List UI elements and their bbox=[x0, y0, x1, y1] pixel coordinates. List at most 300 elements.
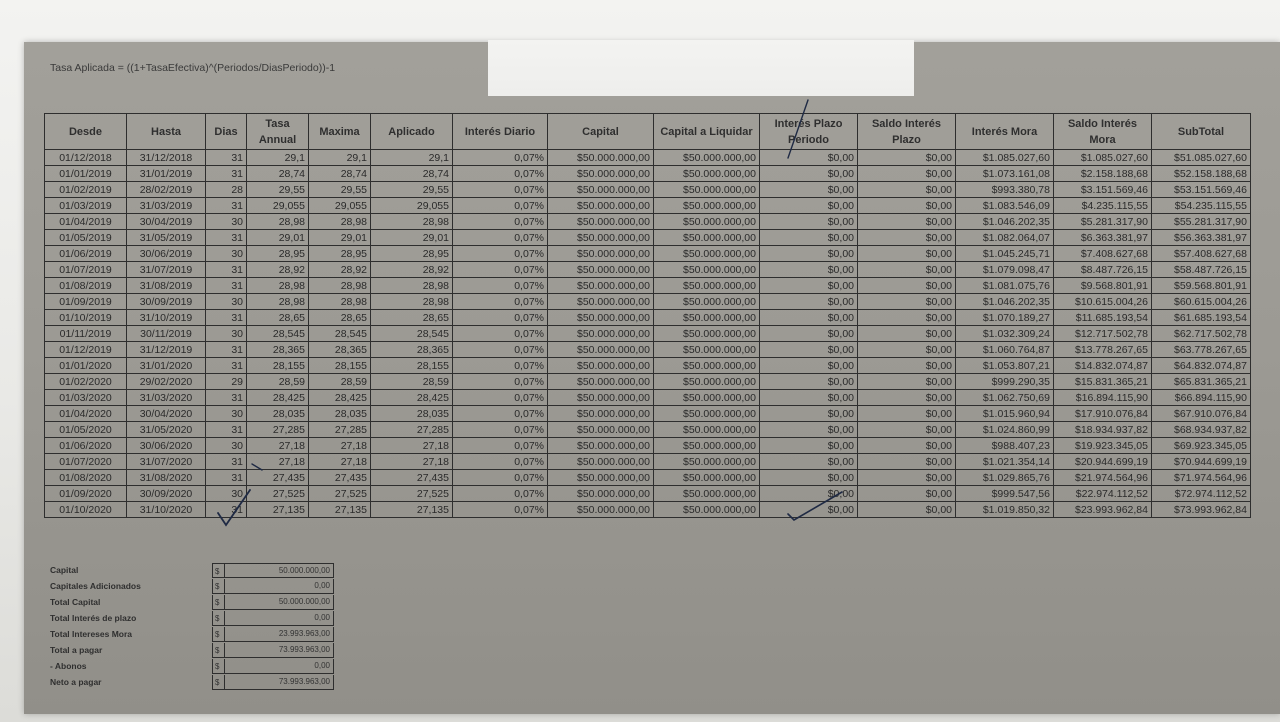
table-cell: 29,55 bbox=[309, 182, 371, 198]
table-cell: $12.717.502,78 bbox=[1054, 326, 1152, 342]
table-cell: 28,545 bbox=[309, 326, 371, 342]
table-cell: 01/03/2020 bbox=[45, 390, 127, 406]
table-cell: 29,01 bbox=[247, 230, 309, 246]
table-cell: 28/02/2019 bbox=[127, 182, 206, 198]
table-cell: 0,07% bbox=[453, 246, 548, 262]
table-cell: $1.073.161,08 bbox=[956, 166, 1054, 182]
table-row bbox=[45, 342, 1251, 358]
table-cell: 31/12/2018 bbox=[127, 150, 206, 166]
table-cell: $63.778.267,65 bbox=[1152, 342, 1251, 358]
table-body bbox=[45, 150, 1251, 518]
table-cell: $50.000.000,00 bbox=[654, 166, 760, 182]
table-cell: $50.000.000,00 bbox=[548, 310, 654, 326]
column-header: Saldo Interés Mora bbox=[1054, 114, 1152, 150]
table-cell: 31 bbox=[206, 342, 247, 358]
table-cell: 29,55 bbox=[247, 182, 309, 198]
table-cell: $50.000.000,00 bbox=[654, 326, 760, 342]
table-cell: $0,00 bbox=[760, 470, 858, 486]
table-cell: $50.000.000,00 bbox=[654, 198, 760, 214]
table-cell: 28,155 bbox=[371, 358, 453, 374]
table-cell: 28,92 bbox=[371, 262, 453, 278]
table-cell: $50.000.000,00 bbox=[548, 150, 654, 166]
table-cell: $6.363.381,97 bbox=[1054, 230, 1152, 246]
table-cell: 0,07% bbox=[453, 374, 548, 390]
table-cell: 28,545 bbox=[247, 326, 309, 342]
table-row bbox=[45, 246, 1251, 262]
summary-row bbox=[50, 578, 334, 594]
table-row bbox=[45, 182, 1251, 198]
table-cell: 28,155 bbox=[247, 358, 309, 374]
table-cell: 31 bbox=[206, 166, 247, 182]
table-cell: $50.000.000,00 bbox=[548, 326, 654, 342]
table-cell: 31/07/2020 bbox=[127, 454, 206, 470]
table-row bbox=[45, 198, 1251, 214]
table-cell: 30 bbox=[206, 294, 247, 310]
table-cell: $1.024.860,99 bbox=[956, 422, 1054, 438]
rate-formula: Tasa Aplicada = ((1+TasaEfectiva)^(Periodos/DiasPeriodo))-1 bbox=[50, 62, 336, 74]
table-cell: 31 bbox=[206, 262, 247, 278]
summary-currency: $ bbox=[212, 595, 224, 610]
column-header: Capital a Liquidar bbox=[654, 114, 760, 150]
summary-label: Capitales Adicionados bbox=[50, 581, 141, 591]
table-cell: 27,435 bbox=[247, 470, 309, 486]
column-header: Aplicado bbox=[371, 114, 453, 150]
summary-row bbox=[50, 562, 334, 578]
table-cell: 30/09/2020 bbox=[127, 486, 206, 502]
table-cell: $0,00 bbox=[858, 230, 956, 246]
table-row bbox=[45, 214, 1251, 230]
table-cell: 01/08/2020 bbox=[45, 470, 127, 486]
table-cell: 30 bbox=[206, 438, 247, 454]
table-cell: 0,07% bbox=[453, 166, 548, 182]
table-cell: 27,18 bbox=[371, 454, 453, 470]
interest-table bbox=[44, 113, 1251, 518]
summary-currency: $ bbox=[212, 563, 224, 578]
table-header-row bbox=[45, 114, 1251, 150]
table-cell: 0,07% bbox=[453, 438, 548, 454]
table-cell: 31/10/2020 bbox=[127, 502, 206, 518]
table-cell: 0,07% bbox=[453, 422, 548, 438]
table-cell: 31/10/2019 bbox=[127, 310, 206, 326]
table-cell: $70.944.699,19 bbox=[1152, 454, 1251, 470]
summary-value: 0,00 bbox=[224, 659, 334, 674]
table-cell: $0,00 bbox=[858, 374, 956, 390]
table-cell: $23.993.962,84 bbox=[1054, 502, 1152, 518]
table-cell: 29,055 bbox=[247, 198, 309, 214]
table-cell: 28,98 bbox=[371, 278, 453, 294]
table-cell: 01/06/2020 bbox=[45, 438, 127, 454]
table-cell: 31/12/2019 bbox=[127, 342, 206, 358]
table-cell: 28,98 bbox=[309, 294, 371, 310]
column-header: Tasa Annual bbox=[247, 114, 309, 150]
table-cell: 27,18 bbox=[309, 438, 371, 454]
table-cell: $50.000.000,00 bbox=[654, 342, 760, 358]
table-cell: 01/10/2020 bbox=[45, 502, 127, 518]
table-cell: 27,285 bbox=[247, 422, 309, 438]
summary-row bbox=[50, 658, 334, 674]
table-cell: $0,00 bbox=[858, 182, 956, 198]
table-cell: $61.685.193,54 bbox=[1152, 310, 1251, 326]
table-cell: $50.000.000,00 bbox=[548, 182, 654, 198]
table-cell: 30/11/2019 bbox=[127, 326, 206, 342]
summary-label: Total Capital bbox=[50, 597, 101, 607]
table-cell: $0,00 bbox=[760, 294, 858, 310]
table-cell: 29,01 bbox=[309, 230, 371, 246]
table-cell: $0,00 bbox=[760, 182, 858, 198]
table-cell: $0,00 bbox=[858, 358, 956, 374]
table-cell: $50.000.000,00 bbox=[548, 374, 654, 390]
table-row bbox=[45, 278, 1251, 294]
table-cell: $50.000.000,00 bbox=[654, 278, 760, 294]
table-cell: $1.082.064,07 bbox=[956, 230, 1054, 246]
table-cell: 28,365 bbox=[371, 342, 453, 358]
table-cell: 01/12/2019 bbox=[45, 342, 127, 358]
table-cell: $0,00 bbox=[858, 294, 956, 310]
table-cell: $50.000.000,00 bbox=[548, 406, 654, 422]
table-cell: $60.615.004,26 bbox=[1152, 294, 1251, 310]
table-cell: $50.000.000,00 bbox=[548, 502, 654, 518]
table-cell: 28,59 bbox=[247, 374, 309, 390]
table-cell: 28,98 bbox=[309, 214, 371, 230]
table-cell: $10.615.004,26 bbox=[1054, 294, 1152, 310]
table-cell: 0,07% bbox=[453, 390, 548, 406]
table-cell: $1.045.245,71 bbox=[956, 246, 1054, 262]
table-cell: $993.380,78 bbox=[956, 182, 1054, 198]
paper-fold-gap bbox=[488, 40, 914, 96]
table-row bbox=[45, 422, 1251, 438]
table-cell: $50.000.000,00 bbox=[654, 422, 760, 438]
summary-value: 0,00 bbox=[224, 611, 334, 626]
table-cell: 28,155 bbox=[309, 358, 371, 374]
table-cell: $50.000.000,00 bbox=[654, 246, 760, 262]
summary-row bbox=[50, 674, 334, 690]
table-cell: $54.235.115,55 bbox=[1152, 198, 1251, 214]
table-row bbox=[45, 406, 1251, 422]
table-cell: 28,98 bbox=[247, 278, 309, 294]
table-cell: $50.000.000,00 bbox=[654, 470, 760, 486]
summary-value: 73.993.963,00 bbox=[224, 675, 334, 690]
table-cell: 27,525 bbox=[371, 486, 453, 502]
table-cell: 0,07% bbox=[453, 406, 548, 422]
table-cell: 31 bbox=[206, 470, 247, 486]
table-cell: $0,00 bbox=[858, 310, 956, 326]
table-cell: $50.000.000,00 bbox=[548, 262, 654, 278]
table-cell: 29,1 bbox=[247, 150, 309, 166]
table-cell: 28,98 bbox=[371, 214, 453, 230]
table-cell: $0,00 bbox=[760, 390, 858, 406]
table-cell: 31 bbox=[206, 502, 247, 518]
table-cell: 01/07/2019 bbox=[45, 262, 127, 278]
table-cell: $0,00 bbox=[760, 326, 858, 342]
table-cell: $50.000.000,00 bbox=[654, 390, 760, 406]
summary-value: 23.993.963,00 bbox=[224, 627, 334, 642]
table-cell: 0,07% bbox=[453, 326, 548, 342]
table-cell: $15.831.365,21 bbox=[1054, 374, 1152, 390]
table-cell: 01/01/2020 bbox=[45, 358, 127, 374]
summary-value: 0,00 bbox=[224, 579, 334, 594]
table-cell: $52.158.188,68 bbox=[1152, 166, 1251, 182]
table-cell: 30 bbox=[206, 246, 247, 262]
table-cell: $50.000.000,00 bbox=[548, 454, 654, 470]
table-cell: 28,545 bbox=[371, 326, 453, 342]
table-cell: $0,00 bbox=[760, 262, 858, 278]
table-cell: $50.000.000,00 bbox=[654, 502, 760, 518]
table-cell: $8.487.726,15 bbox=[1054, 262, 1152, 278]
table-cell: 29,055 bbox=[371, 198, 453, 214]
table-cell: $2.158.188,68 bbox=[1054, 166, 1152, 182]
table-row bbox=[45, 390, 1251, 406]
table-cell: 01/11/2019 bbox=[45, 326, 127, 342]
column-header: Saldo Interés Plazo bbox=[858, 114, 956, 150]
table-cell: $50.000.000,00 bbox=[654, 454, 760, 470]
table-cell: 01/08/2019 bbox=[45, 278, 127, 294]
table-cell: 31/08/2020 bbox=[127, 470, 206, 486]
table-cell: 29,1 bbox=[371, 150, 453, 166]
table-cell: 29,055 bbox=[309, 198, 371, 214]
table-cell: 27,18 bbox=[371, 438, 453, 454]
table-cell: 0,07% bbox=[453, 342, 548, 358]
table-cell: $21.974.564,96 bbox=[1054, 470, 1152, 486]
table-cell: 31/07/2019 bbox=[127, 262, 206, 278]
table-cell: $0,00 bbox=[858, 342, 956, 358]
table-cell: $1.070.189,27 bbox=[956, 310, 1054, 326]
table-row bbox=[45, 374, 1251, 390]
table-cell: $0,00 bbox=[858, 166, 956, 182]
table-cell: $0,00 bbox=[760, 486, 858, 502]
table-cell: $0,00 bbox=[760, 406, 858, 422]
table-cell: $0,00 bbox=[760, 342, 858, 358]
table-cell: 30/04/2020 bbox=[127, 406, 206, 422]
table-cell: 30 bbox=[206, 486, 247, 502]
table-cell: $56.363.381,97 bbox=[1152, 230, 1251, 246]
column-header: Maxima bbox=[309, 114, 371, 150]
table-cell: $71.974.564,96 bbox=[1152, 470, 1251, 486]
table-row bbox=[45, 438, 1251, 454]
table-cell: $57.408.627,68 bbox=[1152, 246, 1251, 262]
table-cell: 31 bbox=[206, 278, 247, 294]
table-cell: $50.000.000,00 bbox=[548, 358, 654, 374]
table-cell: 27,435 bbox=[309, 470, 371, 486]
table-cell: 30/09/2019 bbox=[127, 294, 206, 310]
column-header: Interés Mora bbox=[956, 114, 1054, 150]
table-cell: 31/05/2019 bbox=[127, 230, 206, 246]
column-header: Desde bbox=[45, 114, 127, 150]
table-cell: $50.000.000,00 bbox=[654, 294, 760, 310]
table-cell: 0,07% bbox=[453, 214, 548, 230]
table-cell: 01/09/2019 bbox=[45, 294, 127, 310]
table-cell: 31 bbox=[206, 150, 247, 166]
table-cell: 28,95 bbox=[371, 246, 453, 262]
table-cell: 27,435 bbox=[371, 470, 453, 486]
table-cell: 28,92 bbox=[247, 262, 309, 278]
table-cell: 0,07% bbox=[453, 358, 548, 374]
table-cell: 01/12/2018 bbox=[45, 150, 127, 166]
table-cell: 29,55 bbox=[371, 182, 453, 198]
table-cell: $0,00 bbox=[858, 502, 956, 518]
table-cell: 01/09/2020 bbox=[45, 486, 127, 502]
table-cell: 31 bbox=[206, 390, 247, 406]
table-cell: $22.974.112,52 bbox=[1054, 486, 1152, 502]
column-header: SubTotal bbox=[1152, 114, 1251, 150]
table-cell: $0,00 bbox=[858, 214, 956, 230]
table-cell: 30 bbox=[206, 214, 247, 230]
table-cell: $0,00 bbox=[858, 454, 956, 470]
table-cell: $50.000.000,00 bbox=[548, 278, 654, 294]
table-cell: $67.910.076,84 bbox=[1152, 406, 1251, 422]
table-cell: $0,00 bbox=[760, 310, 858, 326]
table-cell: $69.923.345,05 bbox=[1152, 438, 1251, 454]
table-cell: 27,285 bbox=[309, 422, 371, 438]
table-cell: $1.085.027,60 bbox=[956, 150, 1054, 166]
summary-currency: $ bbox=[212, 611, 224, 626]
table-cell: $0,00 bbox=[858, 246, 956, 262]
table-cell: 28,95 bbox=[247, 246, 309, 262]
table-cell: $1.083.546,09 bbox=[956, 198, 1054, 214]
table-cell: $50.000.000,00 bbox=[548, 390, 654, 406]
table-cell: $0,00 bbox=[760, 374, 858, 390]
table-cell: $0,00 bbox=[760, 438, 858, 454]
table-cell: $64.832.074,87 bbox=[1152, 358, 1251, 374]
table-cell: $73.993.962,84 bbox=[1152, 502, 1251, 518]
table-cell: $50.000.000,00 bbox=[548, 294, 654, 310]
table-cell: $0,00 bbox=[760, 198, 858, 214]
table-cell: $0,00 bbox=[858, 278, 956, 294]
table-cell: $0,00 bbox=[858, 150, 956, 166]
table-cell: $1.032.309,24 bbox=[956, 326, 1054, 342]
table-cell: 28 bbox=[206, 182, 247, 198]
table-row bbox=[45, 262, 1251, 278]
table-cell: 28,98 bbox=[247, 294, 309, 310]
table-cell: $999.547,56 bbox=[956, 486, 1054, 502]
table-cell: $0,00 bbox=[760, 246, 858, 262]
table-cell: $50.000.000,00 bbox=[654, 262, 760, 278]
table-row bbox=[45, 310, 1251, 326]
table-cell: 0,07% bbox=[453, 182, 548, 198]
table-row bbox=[45, 454, 1251, 470]
table-cell: 31/03/2020 bbox=[127, 390, 206, 406]
table-cell: 0,07% bbox=[453, 262, 548, 278]
table-cell: 28,74 bbox=[371, 166, 453, 182]
table-cell: $50.000.000,00 bbox=[548, 422, 654, 438]
summary-currency: $ bbox=[212, 627, 224, 642]
table-cell: 28,425 bbox=[371, 390, 453, 406]
table-cell: 28,65 bbox=[247, 310, 309, 326]
table-cell: 01/07/2020 bbox=[45, 454, 127, 470]
table-cell: $0,00 bbox=[858, 390, 956, 406]
table-cell: $0,00 bbox=[858, 406, 956, 422]
table-cell: $999.290,35 bbox=[956, 374, 1054, 390]
summary-currency: $ bbox=[212, 643, 224, 658]
table-cell: 30 bbox=[206, 406, 247, 422]
table-cell: 30/04/2019 bbox=[127, 214, 206, 230]
table-cell: $0,00 bbox=[760, 214, 858, 230]
table-cell: $7.408.627,68 bbox=[1054, 246, 1152, 262]
table-cell: 29,1 bbox=[309, 150, 371, 166]
summary-label: Capital bbox=[50, 565, 79, 575]
table-cell: $62.717.502,78 bbox=[1152, 326, 1251, 342]
table-cell: $50.000.000,00 bbox=[654, 214, 760, 230]
table-cell: 28,425 bbox=[247, 390, 309, 406]
table-cell: 30/06/2019 bbox=[127, 246, 206, 262]
summary-block bbox=[50, 562, 334, 690]
table-cell: $0,00 bbox=[760, 422, 858, 438]
table-cell: 28,98 bbox=[247, 214, 309, 230]
table-cell: $1.062.750,69 bbox=[956, 390, 1054, 406]
table-row bbox=[45, 150, 1251, 166]
table-cell: $1.046.202,35 bbox=[956, 294, 1054, 310]
table-cell: $51.085.027,60 bbox=[1152, 150, 1251, 166]
table-row bbox=[45, 486, 1251, 502]
table-cell: $1.029.865,76 bbox=[956, 470, 1054, 486]
table-cell: $68.934.937,82 bbox=[1152, 422, 1251, 438]
table-cell: 01/02/2020 bbox=[45, 374, 127, 390]
table-cell: 30 bbox=[206, 326, 247, 342]
table-cell: 27,135 bbox=[371, 502, 453, 518]
summary-currency: $ bbox=[212, 659, 224, 674]
table-cell: $1.060.764,87 bbox=[956, 342, 1054, 358]
table-cell: 27,285 bbox=[371, 422, 453, 438]
table-cell: 01/04/2020 bbox=[45, 406, 127, 422]
column-header: Interés Diario bbox=[453, 114, 548, 150]
table-cell: $18.934.937,82 bbox=[1054, 422, 1152, 438]
table-cell: $13.778.267,65 bbox=[1054, 342, 1152, 358]
table-cell: $0,00 bbox=[760, 278, 858, 294]
table-cell: 0,07% bbox=[453, 454, 548, 470]
table-cell: $1.079.098,47 bbox=[956, 262, 1054, 278]
column-header: Interés Plazo Periodo bbox=[760, 114, 858, 150]
table-cell: $50.000.000,00 bbox=[654, 230, 760, 246]
summary-row bbox=[50, 610, 334, 626]
table-cell: $1.015.960,94 bbox=[956, 406, 1054, 422]
table-cell: 01/01/2019 bbox=[45, 166, 127, 182]
table-row bbox=[45, 230, 1251, 246]
column-header: Hasta bbox=[127, 114, 206, 150]
summary-row bbox=[50, 626, 334, 642]
table-cell: $50.000.000,00 bbox=[548, 214, 654, 230]
table-cell: 31 bbox=[206, 198, 247, 214]
table-cell: $66.894.115,90 bbox=[1152, 390, 1251, 406]
table-cell: $0,00 bbox=[858, 262, 956, 278]
table-cell: $50.000.000,00 bbox=[654, 358, 760, 374]
table-cell: 27,18 bbox=[309, 454, 371, 470]
summary-label: Neto a pagar bbox=[50, 677, 102, 687]
table-cell: 28,98 bbox=[309, 278, 371, 294]
table-cell: 31/05/2020 bbox=[127, 422, 206, 438]
table-cell: 31 bbox=[206, 358, 247, 374]
table-cell: 0,07% bbox=[453, 310, 548, 326]
table-row bbox=[45, 294, 1251, 310]
table-cell: 29,01 bbox=[371, 230, 453, 246]
table-cell: 27,18 bbox=[247, 454, 309, 470]
table-cell: $11.685.193,54 bbox=[1054, 310, 1152, 326]
table-cell: 29/02/2020 bbox=[127, 374, 206, 390]
summary-currency: $ bbox=[212, 579, 224, 594]
table-cell: $50.000.000,00 bbox=[654, 310, 760, 326]
table-cell: 01/06/2019 bbox=[45, 246, 127, 262]
table-cell: 0,07% bbox=[453, 230, 548, 246]
table-cell: $65.831.365,21 bbox=[1152, 374, 1251, 390]
table-cell: 28,365 bbox=[309, 342, 371, 358]
table-cell: 28,92 bbox=[309, 262, 371, 278]
table-cell: 30/06/2020 bbox=[127, 438, 206, 454]
table-cell: $50.000.000,00 bbox=[654, 438, 760, 454]
summary-value: 50.000.000,00 bbox=[224, 595, 334, 610]
table-cell: $50.000.000,00 bbox=[654, 374, 760, 390]
table-cell: $0,00 bbox=[858, 326, 956, 342]
table-cell: 31 bbox=[206, 454, 247, 470]
table-cell: $0,00 bbox=[858, 470, 956, 486]
table-cell: $58.487.726,15 bbox=[1152, 262, 1251, 278]
